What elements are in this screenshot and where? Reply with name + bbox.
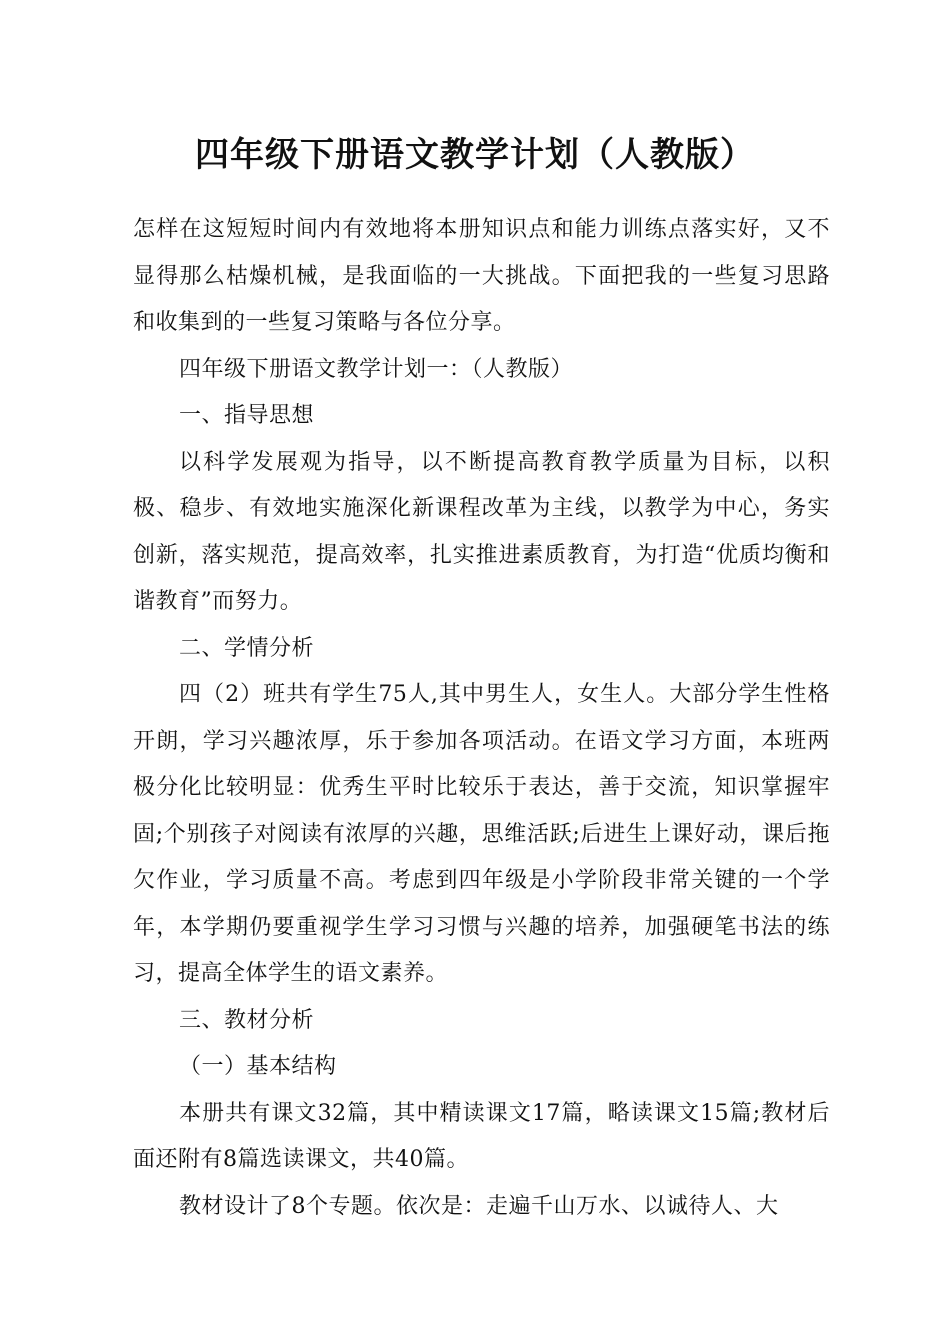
paragraph-topics: 教材设计了8个专题。依次是：走遍千山万水、以诚待人、大 [179, 1193, 779, 1219]
paragraph-intro: 怎样在这短短时间内有效地将本册知识点和能力训练点落实好，又不显得那么枯燥机械，是我面临的一大挑战。下面把我的一些复习思路和收集到的一些复习策略与各位分享。 [133, 217, 830, 335]
section-heading-student-analysis: 二、学情分析 [179, 635, 315, 661]
paragraph-student-analysis: 四（2）班共有学生75人,其中男生人，女生人。大部分学生性格开朗，学习兴趣浓厚，乐于参加各项活动。在语文学习方面，本班两极分化比较明显：优秀生平时比较乐于表达，善于交流，知识掌握牢固;个别孩子对阅读有浓厚的兴趣，思维活跃;后进生上课好动，课后拖欠作业，学习质量不高。考虑到四年级是小学阶段非常关键的一个学年，本学期仍要重视学生学习习惯与兴趣的培养，加强硬笔书法的练习，提高全体学生的语文素养。 [133, 682, 830, 986]
paragraph-plan-heading: 四年级下册语文教学计划一：（人教版） [179, 356, 574, 382]
paragraph-basic-structure: 本册共有课文32篇，其中精读课文17篇，略读课文15篇;教材后面还附有8篇选读课文，共40篇。 [133, 1100, 830, 1172]
section-heading-textbook-analysis: 三、教材分析 [179, 1007, 315, 1033]
section-heading-guiding-ideology: 一、指导思想 [179, 403, 315, 428]
document-title: 四年级下册语文教学计划（人教版） [195, 135, 755, 175]
paragraph-guiding-ideology: 以科学发展观为指导，以不断提高教育教学质量为目标，以积极、稳步、有效地实施深化新课程改革为主线，以教学为中心，务实创新，落实规范，提高效率，扎实推进素质教育，为打造“优质均衡和谐教育”而努力。 [133, 449, 830, 614]
subsection-heading-basic-structure: （一）基本结构 [179, 1054, 337, 1079]
document-body [133, 207, 830, 1230]
